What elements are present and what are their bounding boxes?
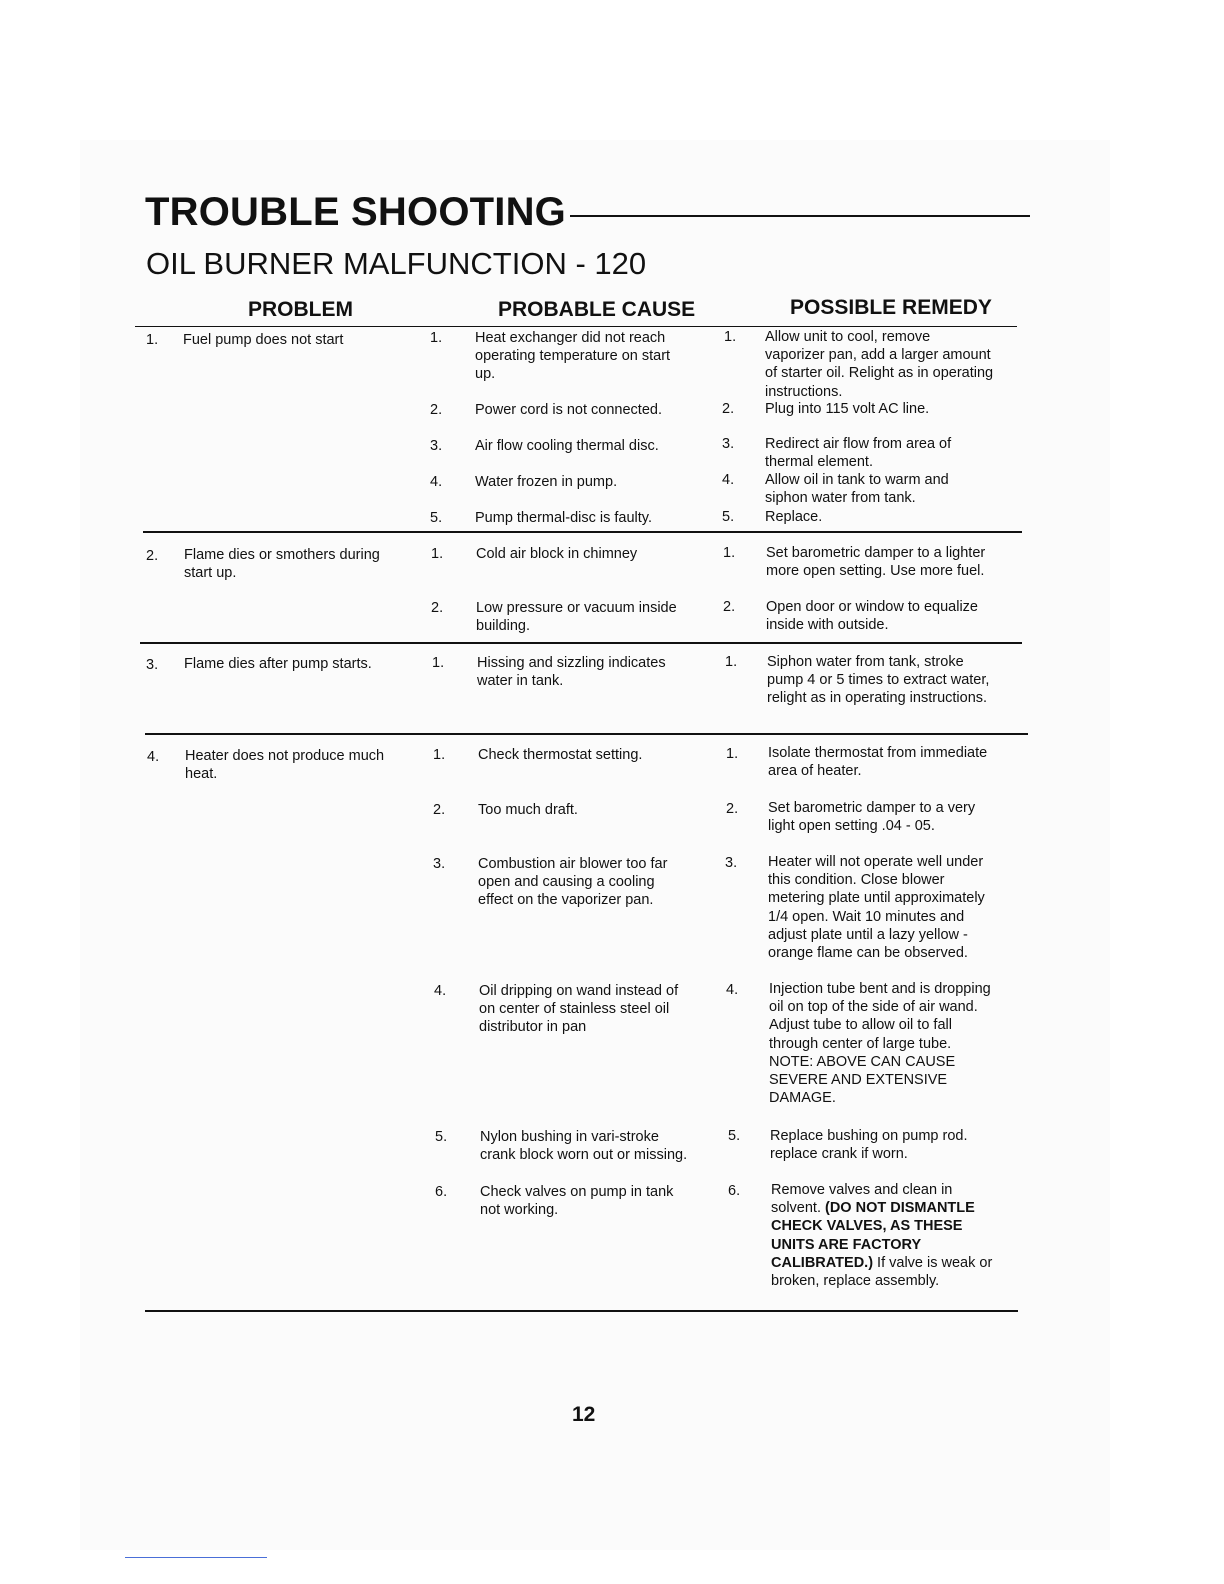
remedy-text: Plug into 115 volt AC line.	[765, 401, 930, 417]
problem-text: Fuel pump does not start	[183, 332, 344, 348]
problem-number: 1.	[146, 332, 159, 348]
remedy-text: Set barometric damper to a very light open setting .04 - 05.	[768, 800, 976, 835]
cause-number: 5.	[435, 1129, 448, 1145]
cause-text: Air flow cooling thermal disc.	[475, 438, 659, 454]
remedy-text: Siphon water from tank, stroke pump 4 or 5 times to extract water, relight as in operating instructions.	[767, 654, 990, 707]
cause-number: 4.	[434, 983, 447, 999]
remedy-number: 5.	[728, 1128, 741, 1144]
cause-number: 1.	[432, 655, 445, 671]
column-header-problem: PROBLEM	[248, 298, 353, 321]
remedy-text: Injection tube bent and is dropping oil on top of the side of air wand. Adjust tube to allow oil to fall through center of large tube. NOTE: ABOVE CAN CAUSE SEVERE AND EXTENSIVE DAMAGE.	[769, 981, 991, 1107]
remedy-number: 3.	[725, 855, 738, 871]
cause-number: 1.	[430, 330, 443, 346]
cause-number: 3.	[430, 438, 443, 454]
column-header-cause: PROBABLE CAUSE	[498, 298, 696, 321]
cause-number: 6.	[435, 1184, 448, 1200]
remedy-text: Allow unit to cool, remove vaporizer pan, add a larger amount of starter oil. Relight as in operating instructions.	[765, 329, 994, 400]
remedy-number: 4.	[722, 472, 735, 488]
remedy-number: 1.	[724, 329, 737, 345]
remedy-text: Replace bushing on pump rod. replace crank if worn.	[770, 1128, 968, 1163]
section-rule-3	[145, 733, 1028, 735]
problem-text: Heater does not produce much heat.	[185, 748, 385, 783]
remedy-number: 5.	[722, 509, 735, 525]
cause-number: 1.	[431, 546, 444, 562]
remedy-text: Open door or window to equalize inside with outside.	[766, 599, 978, 634]
cause-number: 3.	[433, 856, 446, 872]
cause-number: 2.	[433, 802, 446, 818]
title-row	[145, 190, 1030, 240]
problem-number: 2.	[146, 548, 159, 564]
cause-text: Oil dripping on wand instead of on center of stainless steel oil distributor in pan	[479, 983, 679, 1036]
remedy-number: 2.	[722, 401, 735, 417]
remedy-text: Heater will not operate well under this condition. Close blower metering plate until approximately 1/4 open. Wait 10 minutes and adjust plate until a lazy yellow - orange flame can be observed.	[768, 854, 985, 962]
remedy-number: 1.	[723, 545, 736, 561]
problem-number: 3.	[146, 657, 159, 673]
cause-number: 2.	[431, 600, 444, 616]
cause-text: Water frozen in pump.	[475, 474, 618, 490]
title-rule	[570, 215, 1030, 217]
page-number: 12	[572, 1403, 596, 1426]
problem-text: Flame dies or smothers during start up.	[184, 547, 380, 582]
cause-text: Pump thermal-disc is faulty.	[475, 510, 653, 526]
cause-text: Check thermostat setting.	[478, 747, 643, 763]
remedy-number: 1.	[726, 746, 739, 762]
cause-number: 2.	[430, 402, 443, 418]
remedy-text: Redirect air flow from area of thermal element.	[765, 436, 952, 471]
header-rule	[135, 326, 1017, 327]
cause-text: Cold air block in chimney	[476, 546, 638, 562]
cause-text: Power cord is not connected.	[475, 402, 662, 418]
remedy-text: Isolate thermostat from immediate area of heater.	[768, 745, 988, 780]
cause-number: 4.	[430, 474, 443, 490]
cause-text: Low pressure or vacuum inside building.	[476, 600, 677, 635]
cause-number: 1.	[433, 747, 446, 763]
remedy-number: 1.	[725, 654, 738, 670]
remedy-text: Remove valves and clean in solvent. (DO NOT DISMANTLE CHECK VALVES, AS THESE UNITS ARE FACTORY CALIBRATED.) If valve is weak or broken, replace assembly.	[771, 1182, 993, 1290]
page-title: TROUBLE SHOOTING	[145, 190, 566, 234]
remedy-number: 3.	[722, 436, 735, 452]
cause-text: Check valves on pump in tank not working.	[480, 1184, 674, 1219]
cause-text: Nylon bushing in vari-stroke crank block worn out or missing.	[480, 1129, 688, 1164]
remedy-number: 4.	[726, 982, 739, 998]
cause-text: Too much draft.	[478, 802, 578, 818]
page-subtitle: OIL BURNER MALFUNCTION - 120	[146, 246, 647, 281]
cause-text: Combustion air blower too far open and causing a cooling effect on the vaporizer pan.	[478, 856, 668, 909]
problem-number: 4.	[147, 749, 160, 765]
section-rule-4	[145, 1310, 1018, 1312]
cause-text: Hissing and sizzling indicates water in tank.	[477, 655, 666, 690]
remedy-number: 6.	[728, 1183, 741, 1199]
remedy-text: Replace.	[765, 509, 823, 525]
bottom-link-underline[interactable]	[125, 1557, 267, 1558]
remedy-text: Set barometric damper to a lighter more open setting. Use more fuel.	[766, 545, 986, 580]
cause-text: Heat exchanger did not reach operating temperature on start up.	[475, 330, 671, 383]
column-header-remedy: POSSIBLE REMEDY	[790, 296, 992, 319]
section-rule-1	[143, 531, 1022, 533]
section-rule-2	[140, 642, 1022, 644]
remedy-text: Allow oil in tank to warm and siphon water from tank.	[765, 472, 949, 507]
remedy-number: 2.	[723, 599, 736, 615]
cause-number: 5.	[430, 510, 443, 526]
remedy-number: 2.	[726, 801, 739, 817]
problem-text: Flame dies after pump starts.	[184, 656, 372, 672]
